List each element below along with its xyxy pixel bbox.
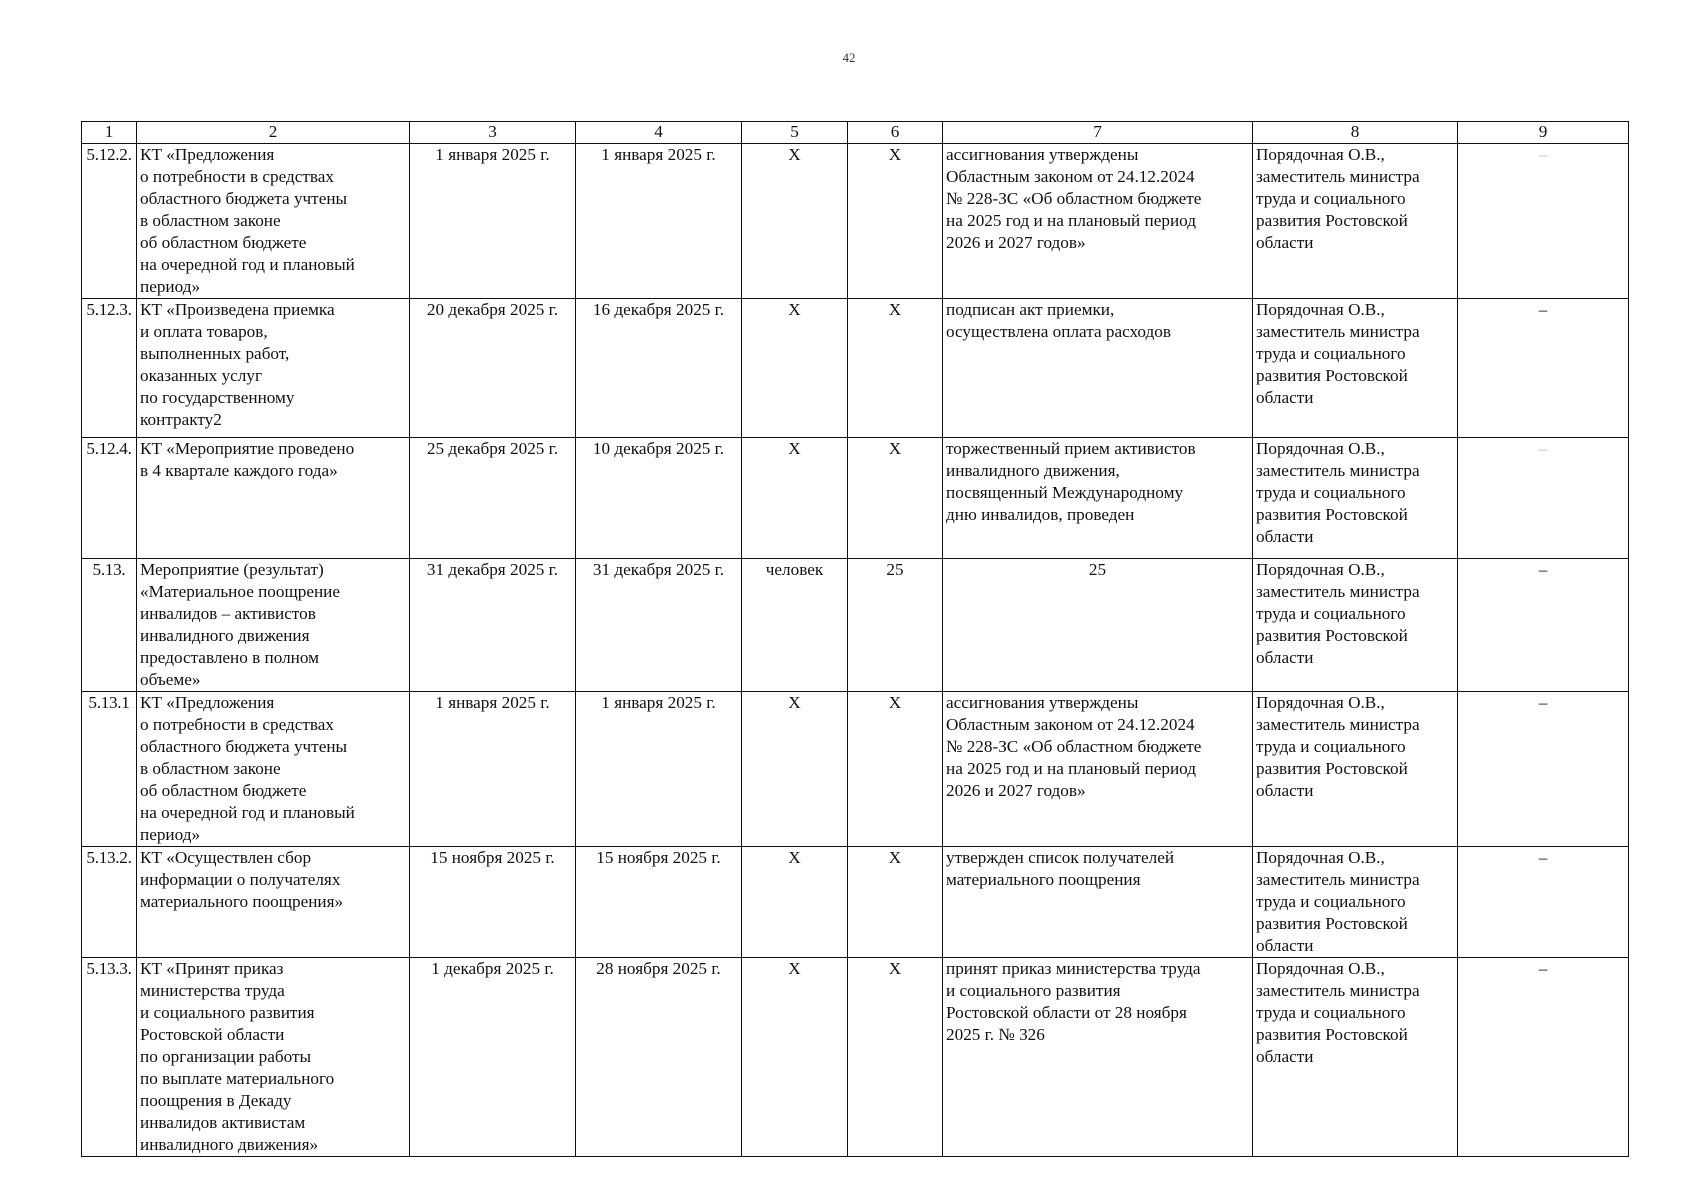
column-header: 8 xyxy=(1253,122,1458,144)
planned-date: 15 ноября 2025 г. xyxy=(410,847,576,958)
activity-name: КТ «Принят приказ министерства труда и социального развития Ростовской области по организации работы по выплате материального поощрения в Декаду инвалидов активистам инвалидного движения» xyxy=(137,958,410,1157)
note-cell: – xyxy=(1458,144,1629,299)
plan-table-body xyxy=(82,144,1629,1157)
note-cell: – xyxy=(1458,958,1629,1157)
responsible-cell: Порядочная О.В., заместитель министра труда и социального развития Ростовской области xyxy=(1253,847,1458,958)
value-cell: X xyxy=(848,958,943,1157)
actual-date: 1 января 2025 г. xyxy=(576,144,742,299)
row-number: 5.13.2. xyxy=(82,847,137,958)
table-row xyxy=(82,692,1629,847)
value-cell: X xyxy=(848,299,943,438)
unit-cell: X xyxy=(742,692,848,847)
responsible-cell: Порядочная О.В., заместитель министра труда и социального развития Ростовской области xyxy=(1253,438,1458,559)
column-header: 3 xyxy=(410,122,576,144)
table-row xyxy=(82,958,1629,1157)
unit-cell: X xyxy=(742,958,848,1157)
unit-cell: человек xyxy=(742,559,848,692)
row-number: 5.12.2. xyxy=(82,144,137,299)
unit-cell: X xyxy=(742,438,848,559)
table-row xyxy=(82,559,1629,692)
planned-date: 25 декабря 2025 г. xyxy=(410,438,576,559)
planned-date: 1 января 2025 г. xyxy=(410,692,576,847)
table-row xyxy=(82,144,1629,299)
planned-date: 31 декабря 2025 г. xyxy=(410,559,576,692)
actual-date: 31 декабря 2025 г. xyxy=(576,559,742,692)
result-cell: подписан акт приемки, осуществлена оплата расходов xyxy=(943,299,1253,438)
responsible-cell: Порядочная О.В., заместитель министра труда и социального развития Ростовской области xyxy=(1253,299,1458,438)
column-header: 9 xyxy=(1458,122,1629,144)
unit-cell: X xyxy=(742,299,848,438)
responsible-cell: Порядочная О.В., заместитель министра труда и социального развития Ростовской области xyxy=(1253,692,1458,847)
page-number: 42 xyxy=(842,50,856,65)
row-number: 5.12.4. xyxy=(82,438,137,559)
column-header: 7 xyxy=(943,122,1253,144)
actual-date: 10 декабря 2025 г. xyxy=(576,438,742,559)
row-number: 5.13. xyxy=(82,559,137,692)
table-row xyxy=(82,438,1629,559)
column-header: 4 xyxy=(576,122,742,144)
unit-cell: X xyxy=(742,144,848,299)
column-header: 1 xyxy=(82,122,137,144)
activity-name: КТ «Произведена приемка и оплата товаров, выполненных работ, оказанных услуг по государственному контракту2 xyxy=(137,299,410,438)
unit-cell: X xyxy=(742,847,848,958)
table-row xyxy=(82,847,1629,958)
result-cell: принят приказ министерства труда и социального развития Ростовской области от 28 ноября 2025 г. № 326 xyxy=(943,958,1253,1157)
note-cell: – xyxy=(1458,692,1629,847)
result-cell: ассигнования утверждены Областным законом от 24.12.2024 № 228-ЗС «Об областном бюджете на 2025 год и на плановый период 2026 и 2027 годов» xyxy=(943,692,1253,847)
planned-date: 20 декабря 2025 г. xyxy=(410,299,576,438)
actual-date: 16 декабря 2025 г. xyxy=(576,299,742,438)
activity-name: Мероприятие (результат) «Материальное поощрение инвалидов – активистов инвалидного движения предоставлено в полном объеме» xyxy=(137,559,410,692)
row-number: 5.13.3. xyxy=(82,958,137,1157)
actual-date: 28 ноября 2025 г. xyxy=(576,958,742,1157)
planned-date: 1 декабря 2025 г. xyxy=(410,958,576,1157)
result-cell: ассигнования утверждены Областным законом от 24.12.2024 № 228-ЗС «Об областном бюджете на 2025 год и на плановый период 2026 и 2027 годов» xyxy=(943,144,1253,299)
column-number-row xyxy=(82,122,1629,144)
column-header: 5 xyxy=(742,122,848,144)
activity-name: КТ «Предложения о потребности в средствах областного бюджета учтены в областном законе об областном бюджете на очередной год и плановый период» xyxy=(137,144,410,299)
responsible-cell: Порядочная О.В., заместитель министра труда и социального развития Ростовской области xyxy=(1253,958,1458,1157)
value-cell: X xyxy=(848,692,943,847)
result-cell: торжественный прием активистов инвалидного движения, посвященный Международному дню инвалидов, проведен xyxy=(943,438,1253,559)
activity-name: КТ «Предложения о потребности в средствах областного бюджета учтены в областном законе об областном бюджете на очередной год и плановый период» xyxy=(137,692,410,847)
note-cell: – xyxy=(1458,559,1629,692)
column-header: 6 xyxy=(848,122,943,144)
row-number: 5.13.1 xyxy=(82,692,137,847)
result-cell: 25 xyxy=(943,559,1253,692)
note-cell: – xyxy=(1458,299,1629,438)
note-cell: – xyxy=(1458,847,1629,958)
responsible-cell: Порядочная О.В., заместитель министра труда и социального развития Ростовской области xyxy=(1253,559,1458,692)
value-cell: X xyxy=(848,847,943,958)
actual-date: 1 января 2025 г. xyxy=(576,692,742,847)
responsible-cell: Порядочная О.В., заместитель министра труда и социального развития Ростовской области xyxy=(1253,144,1458,299)
activity-name: КТ «Мероприятие проведено в 4 квартале каждого года» xyxy=(137,438,410,559)
table-row xyxy=(82,299,1629,438)
plan-table xyxy=(81,121,1629,1157)
value-cell: 25 xyxy=(848,559,943,692)
planned-date: 1 января 2025 г. xyxy=(410,144,576,299)
row-number: 5.12.3. xyxy=(82,299,137,438)
actual-date: 15 ноября 2025 г. xyxy=(576,847,742,958)
note-cell: – xyxy=(1458,438,1629,559)
result-cell: утвержден список получателей материального поощрения xyxy=(943,847,1253,958)
column-header: 2 xyxy=(137,122,410,144)
value-cell: X xyxy=(848,438,943,559)
activity-name: КТ «Осуществлен сбор информации о получателях материального поощрения» xyxy=(137,847,410,958)
value-cell: X xyxy=(848,144,943,299)
